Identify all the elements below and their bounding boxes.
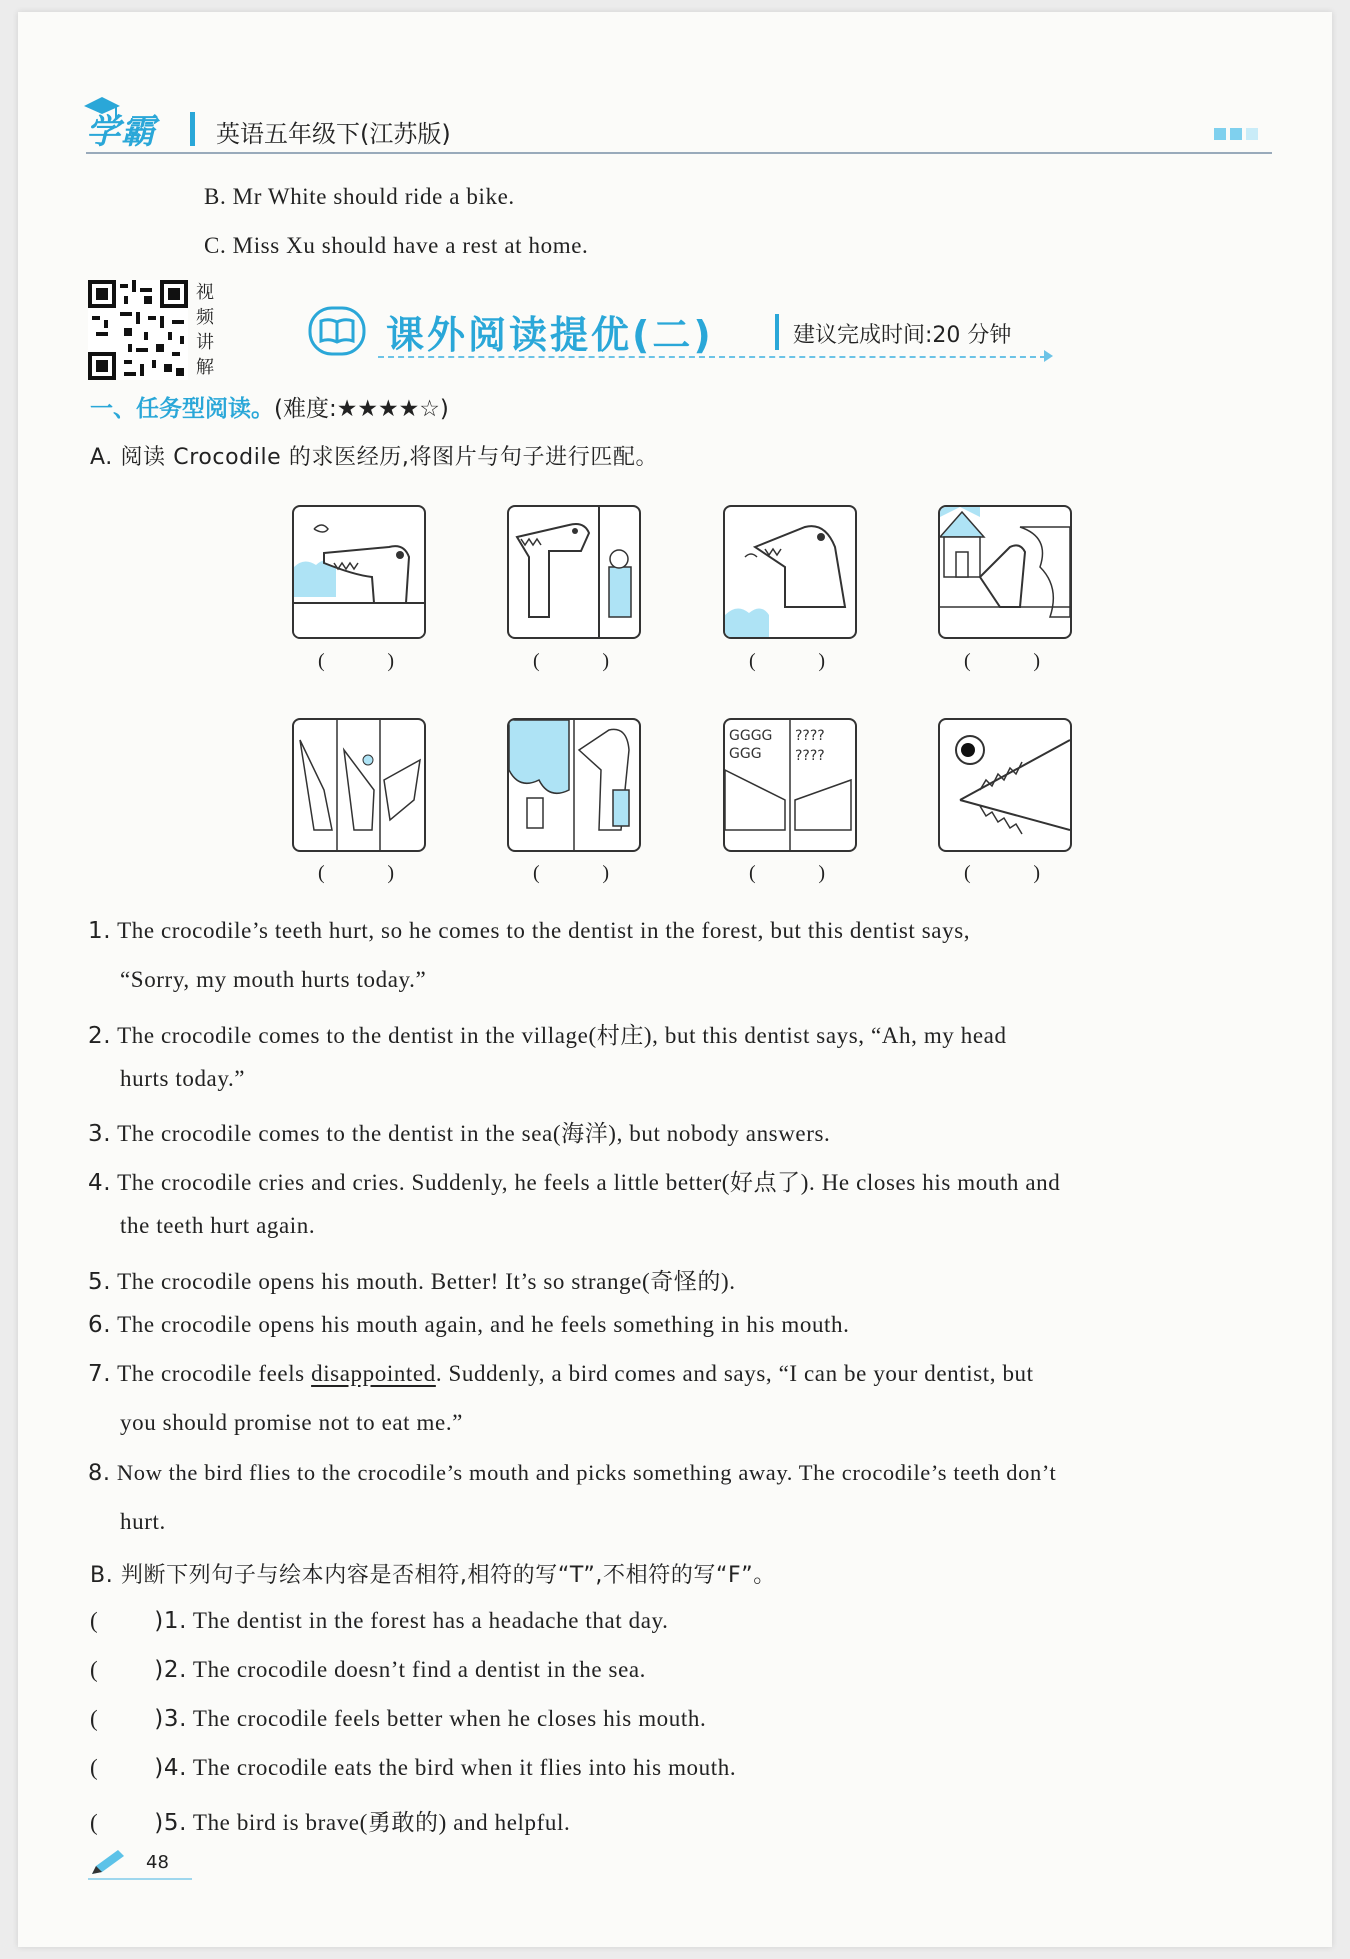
- header-decoration: [1214, 128, 1258, 140]
- sentence-7: 7. The crocodile feels disappointed. Suddenly, a bird comes and says, “I can be your dentist, but: [88, 1361, 1034, 1387]
- tf-item-3: ( )3. The crocodile feels better when he closes his mouth.: [90, 1706, 707, 1732]
- task-b-instruction: B. 判断下列句子与绘本内容是否相符,相符的写“T”,不相符的写“F”。: [90, 1563, 776, 1588]
- qr-code-icon[interactable]: [88, 280, 188, 380]
- picture-3-crocodile-sea: [723, 505, 857, 639]
- footer-rule: [88, 1878, 192, 1880]
- sentence-4-cont: the teeth hurt again.: [120, 1213, 316, 1238]
- answer-paren-8[interactable]: ( ): [964, 862, 1040, 884]
- answer-paren-7[interactable]: ( ): [749, 862, 825, 884]
- sentence-5: 5. The crocodile opens his mouth. Better! It’s so strange(奇怪的).: [88, 1269, 736, 1295]
- picture-4-crocodile-village: [938, 505, 1072, 639]
- header-rule: [86, 152, 1272, 154]
- sentence-1-cont: “Sorry, my mouth hurts today.”: [120, 967, 427, 992]
- picture-6-forest-dentist: [507, 718, 641, 852]
- suggested-time: 建议完成时间:20 分钟: [793, 323, 1012, 348]
- book-title: 英语五年级下(江苏版): [216, 120, 451, 148]
- svg-text:GGG: GGG: [729, 746, 762, 762]
- tf-item-1: ( )1. The dentist in the forest has a headache that day.: [90, 1608, 669, 1634]
- underlined-word: disappointed: [311, 1361, 436, 1386]
- page-header: [86, 100, 1272, 156]
- section-dashed-line: [378, 356, 1046, 358]
- sentence-1: 1. The crocodile’s teeth hurt, so he comes to the dentist in the forest, but this dentist says,: [88, 918, 971, 944]
- option-b: B. Mr White should ride a bike.: [204, 184, 515, 209]
- task-a-instruction: A. 阅读 Crocodile 的求医经历,将图片与句子进行匹配。: [90, 445, 659, 470]
- sentence-2: 2. The crocodile comes to the dentist in the village(村庄), but this dentist says, “Ah, my head: [88, 1023, 1007, 1049]
- part-one-heading: 一、任务型阅读。(难度:★★★★☆): [90, 396, 449, 422]
- sentence-6: 6. The crocodile opens his mouth again, and he feels something in his mouth.: [88, 1312, 850, 1338]
- tf-item-4: ( )4. The crocodile eats the bird when it flies into his mouth.: [90, 1755, 737, 1781]
- picture-8-crocodile-open-mouth: [938, 718, 1072, 852]
- answer-paren-6[interactable]: ( ): [533, 862, 609, 884]
- answer-paren-4[interactable]: ( ): [964, 650, 1040, 672]
- sentence-2-cont: hurts today.”: [120, 1066, 246, 1091]
- answer-paren-5[interactable]: ( ): [318, 862, 394, 884]
- brand-logo: 学霸: [86, 112, 156, 152]
- section-title: 课外阅读提优(二): [386, 313, 714, 357]
- sentence-8-cont: hurt.: [120, 1509, 166, 1534]
- svg-text:????: ????: [795, 728, 825, 744]
- open-book-icon: [308, 306, 366, 356]
- tf-item-5: ( )5. The bird is brave(勇敢的) and helpful.: [90, 1810, 571, 1836]
- sentence-3: 3. The crocodile comes to the dentist in the sea(海洋), but nobody answers.: [88, 1121, 831, 1147]
- page-number: 48: [146, 1852, 169, 1873]
- sentence-4: 4. The crocodile cries and cries. Suddenly, he feels a little better(好点了). He closes his mouth and: [88, 1170, 1061, 1196]
- pencil-icon: [88, 1848, 128, 1878]
- arrow-right-icon: [1044, 350, 1053, 362]
- picture-7-confused-crocodile: [723, 718, 857, 852]
- picture-2-crocodile-doctor: [507, 505, 641, 639]
- tf-item-2: ( )2. The crocodile doesn’t find a dentist in the sea.: [90, 1657, 647, 1683]
- answer-paren-3[interactable]: ( ): [749, 650, 825, 672]
- svg-text:GGGG: GGGG: [729, 728, 773, 744]
- video-explanation-label[interactable]: 视 频 讲 解: [196, 282, 214, 378]
- answer-paren-1[interactable]: ( ): [318, 650, 394, 672]
- section-divider: [775, 314, 779, 350]
- svg-text:????: ????: [795, 748, 825, 764]
- answer-paren-2[interactable]: ( ): [533, 650, 609, 672]
- picture-5-crocodiles-crying: [292, 718, 426, 852]
- sentence-7-cont: you should promise not to eat me.”: [120, 1410, 463, 1435]
- sentence-8: 8. Now the bird flies to the crocodile’s mouth and picks something away. The crocodile’s teeth don’t: [88, 1460, 1057, 1486]
- header-divider: [190, 112, 195, 146]
- option-c: C. Miss Xu should have a rest at home.: [204, 233, 589, 258]
- picture-1-crocodile-bird: [292, 505, 426, 639]
